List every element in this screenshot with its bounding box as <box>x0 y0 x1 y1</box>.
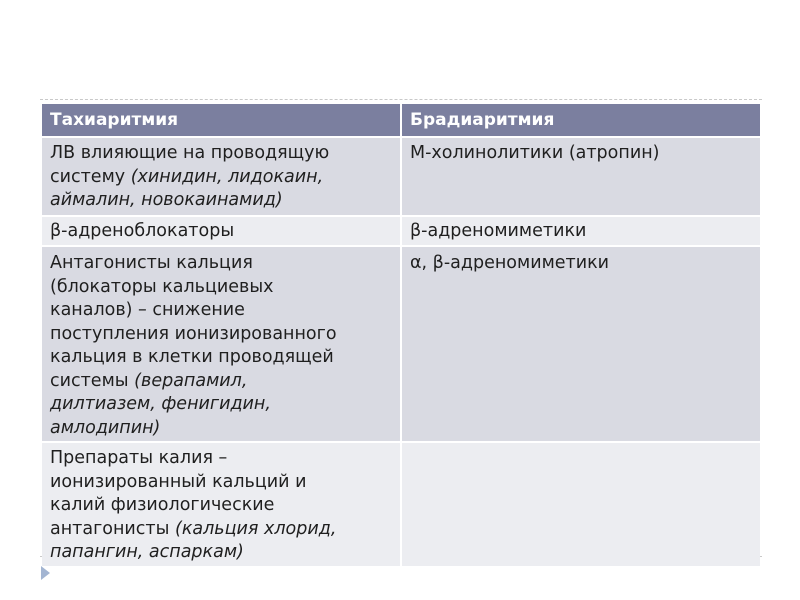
cell-text: систему <box>50 166 131 187</box>
tachyarrhythmia-cell <box>42 217 400 245</box>
cell-line <box>50 220 400 244</box>
table-row <box>42 441 760 566</box>
table-row <box>42 136 760 215</box>
cell-line <box>50 189 400 213</box>
tachyarrhythmia-cell <box>42 443 400 566</box>
cell-text: поступления ионизированного <box>50 323 337 344</box>
cell-line <box>50 417 400 441</box>
cell-text-italic: дилтиазем, фенигидин, <box>50 394 271 414</box>
tachyarrhythmia-cell <box>42 247 400 441</box>
cell-line <box>50 142 400 166</box>
cell-line: α, β-адреномиметики <box>410 253 610 273</box>
table-header-row <box>42 104 760 136</box>
cell-line: М-холинолитики (атропин) <box>410 143 660 163</box>
cell-line <box>50 393 400 417</box>
cell-text: каналов) – снижение <box>50 300 245 320</box>
bradyarrhythmia-cell-empty <box>400 443 760 566</box>
cell-text-italic: (хинидин, лидокаин, <box>130 166 324 187</box>
table-row <box>42 215 760 245</box>
cell-text-italic: (верапамил, <box>134 370 248 391</box>
cell-text: системы <box>50 370 135 391</box>
cell-line <box>50 494 400 518</box>
cell-line <box>50 370 400 394</box>
cell-text: ЛВ влияющие на проводящую <box>50 143 330 163</box>
cell-line <box>50 323 400 347</box>
cell-line: β-адреномиметики <box>410 221 587 241</box>
cell-text: кальция в клетки проводящей <box>50 347 334 367</box>
cell-text-italic: амлодипин) <box>50 417 161 438</box>
cell-line <box>50 447 400 471</box>
top-divider-line <box>40 99 762 100</box>
cell-text: Антагонисты кальция <box>50 253 253 273</box>
cell-text: Препараты калия – <box>50 448 228 468</box>
cell-text-italic: (кальция хлорид, <box>175 518 337 539</box>
cell-text: β-адреноблокаторы <box>50 221 235 241</box>
cell-text: калий физиологические <box>50 495 275 515</box>
table-row <box>42 245 760 441</box>
cell-text-italic: папангин, аспаркам) <box>50 542 244 562</box>
cell-line <box>50 518 400 542</box>
cell-text: (блокаторы кальциевых <box>50 276 274 297</box>
cell-line <box>50 541 400 565</box>
cell-line <box>50 252 400 276</box>
cell-line <box>50 471 400 495</box>
cell-text: ионизированный кальций и <box>50 471 307 492</box>
bradyarrhythmia-cell <box>400 247 760 441</box>
tachyarrhythmia-cell <box>42 138 400 215</box>
cell-line <box>50 299 400 323</box>
bradyarrhythmia-cell <box>400 217 760 245</box>
cell-text-italic: аймалин, новокаинамид) <box>50 190 283 210</box>
header-bradyarrhythmia: Брадиаритмия <box>400 104 760 136</box>
triangle-bullet-icon <box>41 566 50 580</box>
bradyarrhythmia-cell <box>400 138 760 215</box>
cell-text: антагонисты <box>50 518 175 539</box>
cell-line <box>50 276 400 300</box>
cell-line <box>50 346 400 370</box>
cell-line <box>50 166 400 190</box>
arrhythmia-drugs-table <box>42 104 760 566</box>
header-tachyarrhythmia: Тахиаритмия <box>42 104 400 136</box>
